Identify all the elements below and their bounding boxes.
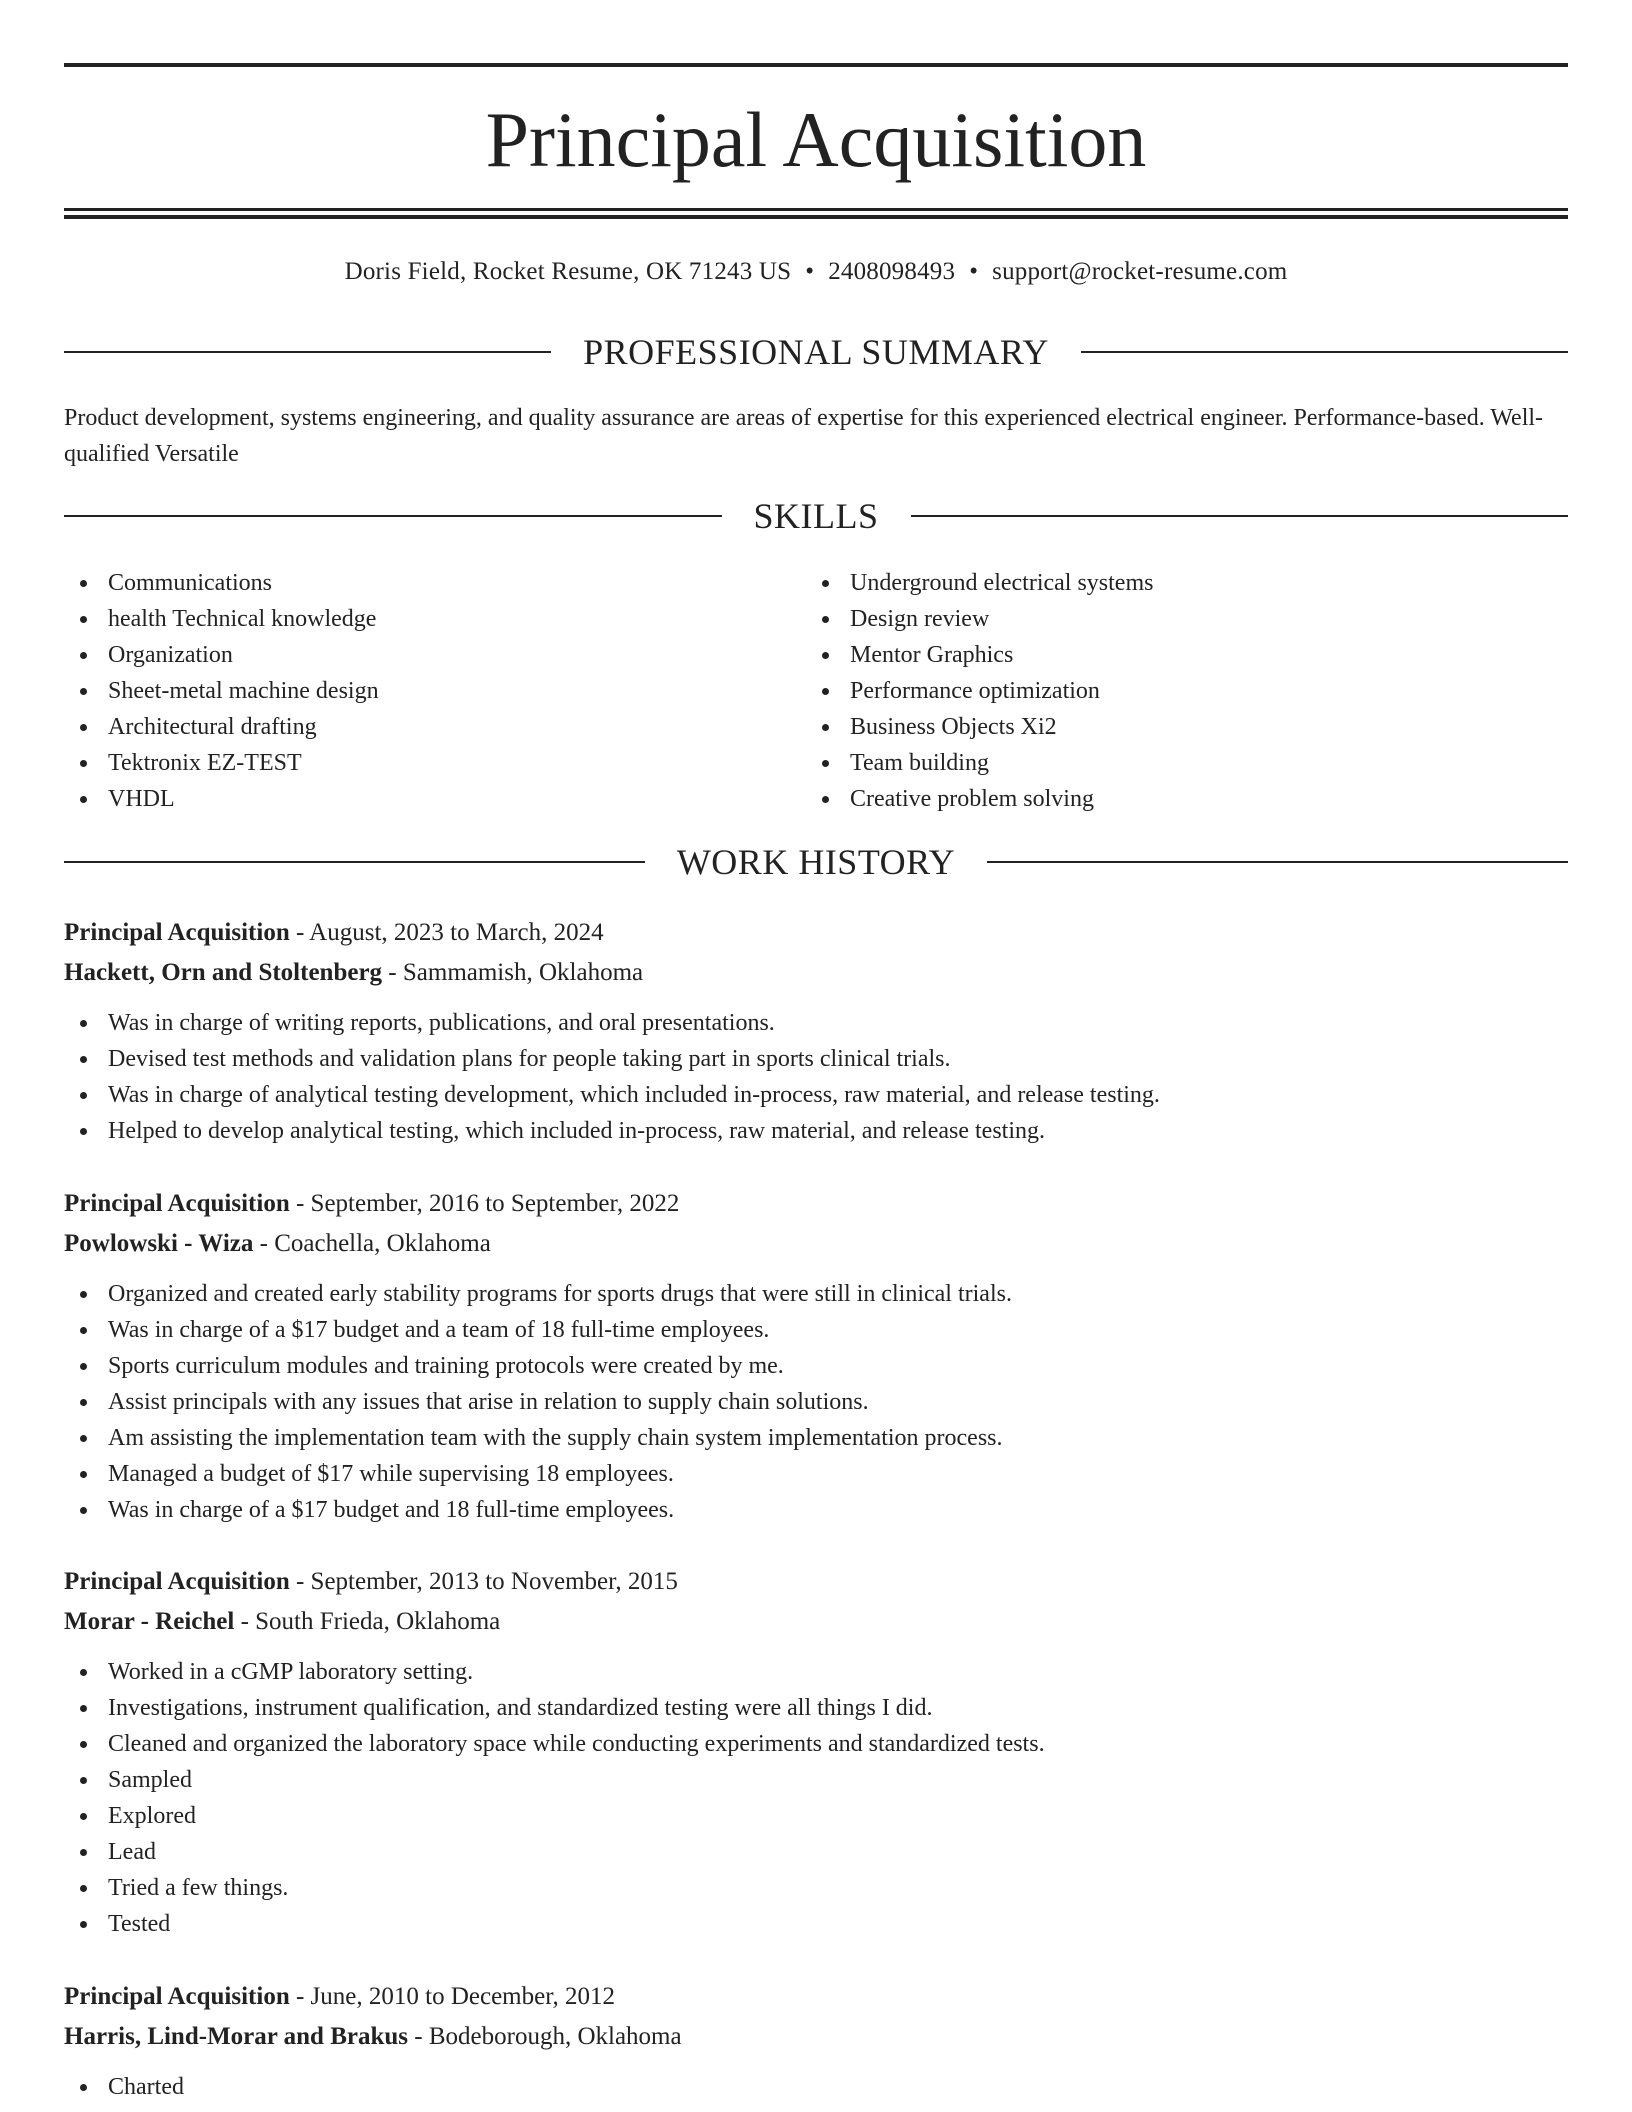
job-bullets [64, 1276, 1568, 1528]
skill-item: health Technical knowledge [64, 601, 804, 637]
job-dates: - June, 2010 to December, 2012 [289, 1983, 616, 2010]
summary-text: Product development, systems engineering, and quality assurance are areas of expertise for this experienced electrical engineer. Performance-based. Well-qualified Versatile [64, 405, 1544, 467]
job-company-line [64, 2017, 1568, 2057]
heading-rule-left [64, 515, 722, 517]
job-bullet: Am assisting the implementation team with the supply chain system implementation process. [64, 1420, 1568, 1456]
job-bullet: Sports curriculum modules and training protocols were created by me. [64, 1348, 1568, 1384]
job-title: Principal Acquisition [64, 1983, 290, 2010]
job-bullet: Organized and created early stability programs for sports drugs that were still in clinical trials. [64, 1276, 1568, 1312]
job-entry [64, 913, 1568, 1149]
skill-item: Sheet-metal machine design [64, 673, 804, 709]
job-dates: - September, 2016 to September, 2022 [289, 1190, 680, 1217]
job-title-line [64, 1562, 1568, 1602]
job-company: Morar - Reichel [64, 1608, 235, 1635]
job-bullet: Was in charge of a $17 budget and 18 full-time employees. [64, 1492, 1568, 1528]
section-title: SKILLS [753, 496, 879, 536]
contact-separator: • [969, 258, 979, 285]
job-company: Powlowski - Wiza [64, 1230, 254, 1257]
skills-section-heading [64, 494, 1568, 538]
contact-line [64, 254, 1568, 290]
heading-rule-left [64, 861, 645, 863]
skill-item: Organization [64, 637, 804, 673]
skill-item: Architectural drafting [64, 709, 804, 745]
skill-item: VHDL [64, 781, 804, 817]
job-bullet: Worked in a cGMP laboratory setting. [64, 1654, 1568, 1690]
job-bullet: Devised test methods and validation plans for people taking part in sports clinical trials. [64, 1041, 1568, 1077]
job-dates: - August, 2023 to March, 2024 [289, 919, 604, 946]
contact-address: Doris Field, Rocket Resume, OK 71243 US [344, 258, 792, 285]
job-bullets [64, 2069, 1568, 2105]
job-title: Principal Acquisition [64, 1568, 290, 1595]
job-bullet: Was in charge of analytical testing development, which included in-process, raw material, and release testing. [64, 1077, 1568, 1113]
job-bullet: Tested [64, 1906, 1568, 1942]
summary-section-heading [64, 330, 1568, 374]
job-bullets [64, 1654, 1568, 1942]
skill-item: Tektronix EZ-TEST [64, 745, 804, 781]
top-rule [64, 63, 1568, 67]
header-rule-lower [64, 215, 1568, 219]
skill-item: Business Objects Xi2 [806, 709, 1546, 745]
heading-rule-right [987, 861, 1568, 863]
section-title: WORK HISTORY [676, 842, 956, 882]
job-company: Hackett, Orn and Stoltenberg [64, 959, 383, 986]
job-bullet: Was in charge of writing reports, publications, and oral presentations. [64, 1005, 1568, 1041]
skill-item: Design review [806, 601, 1546, 637]
job-location: - Sammamish, Oklahoma [382, 959, 644, 986]
job-bullet: Investigations, instrument qualification, and standardized testing were all things I did. [64, 1690, 1568, 1726]
skills-list-left [64, 565, 804, 817]
job-title: Principal Acquisition [64, 1190, 290, 1217]
job-bullet: Explored [64, 1798, 1568, 1834]
job-company: Harris, Lind-Morar and Brakus [64, 2023, 409, 2050]
skill-item: Creative problem solving [806, 781, 1546, 817]
contact-email: support@rocket-resume.com [992, 258, 1288, 285]
resume-name: Principal Acquisition [485, 96, 1147, 183]
job-location: - Bodeborough, Oklahoma [408, 2023, 682, 2050]
job-bullet: Cleaned and organized the laboratory space while conducting experiments and standardized tests. [64, 1726, 1568, 1762]
skill-item: Underground electrical systems [806, 565, 1546, 601]
job-location: - Coachella, Oklahoma [253, 1230, 491, 1257]
job-title: Principal Acquisition [64, 919, 290, 946]
job-entry [64, 1977, 1568, 2105]
header-rule-upper [64, 208, 1568, 211]
heading-rule-right [1081, 351, 1568, 353]
contact-phone: 2408098493 [828, 258, 956, 285]
skill-item: Mentor Graphics [806, 637, 1546, 673]
heading-rule-right [911, 515, 1569, 517]
job-bullet: Helped to develop analytical testing, which included in-process, raw material, and release testing. [64, 1113, 1568, 1149]
job-company-line [64, 1602, 1568, 1642]
skills-list-right [806, 565, 1546, 817]
job-dates: - September, 2013 to November, 2015 [289, 1568, 678, 1595]
job-title-line [64, 913, 1568, 953]
job-location: - South Frieda, Oklahoma [234, 1608, 501, 1635]
job-company-line [64, 953, 1568, 993]
work-history-section-heading [64, 840, 1568, 884]
job-bullet: Sampled [64, 1762, 1568, 1798]
job-bullet: Was in charge of a $17 budget and a team of 18 full-time employees. [64, 1312, 1568, 1348]
skill-item: Communications [64, 565, 804, 601]
job-bullet: Managed a budget of $17 while supervising 18 employees. [64, 1456, 1568, 1492]
heading-rule-left [64, 351, 551, 353]
job-bullet: Charted [64, 2069, 1568, 2105]
skill-item: Performance optimization [806, 673, 1546, 709]
job-entry [64, 1184, 1568, 1528]
contact-separator: • [805, 258, 815, 285]
job-bullets [64, 1005, 1568, 1149]
job-title-line [64, 1184, 1568, 1224]
job-company-line [64, 1224, 1568, 1264]
section-title: PROFESSIONAL SUMMARY [583, 332, 1049, 372]
skill-item: Team building [806, 745, 1546, 781]
job-entry [64, 1562, 1568, 1942]
job-bullet: Tried a few things. [64, 1870, 1568, 1906]
job-bullet: Assist principals with any issues that arise in relation to supply chain solutions. [64, 1384, 1568, 1420]
job-title-line [64, 1977, 1568, 2017]
job-bullet: Lead [64, 1834, 1568, 1870]
